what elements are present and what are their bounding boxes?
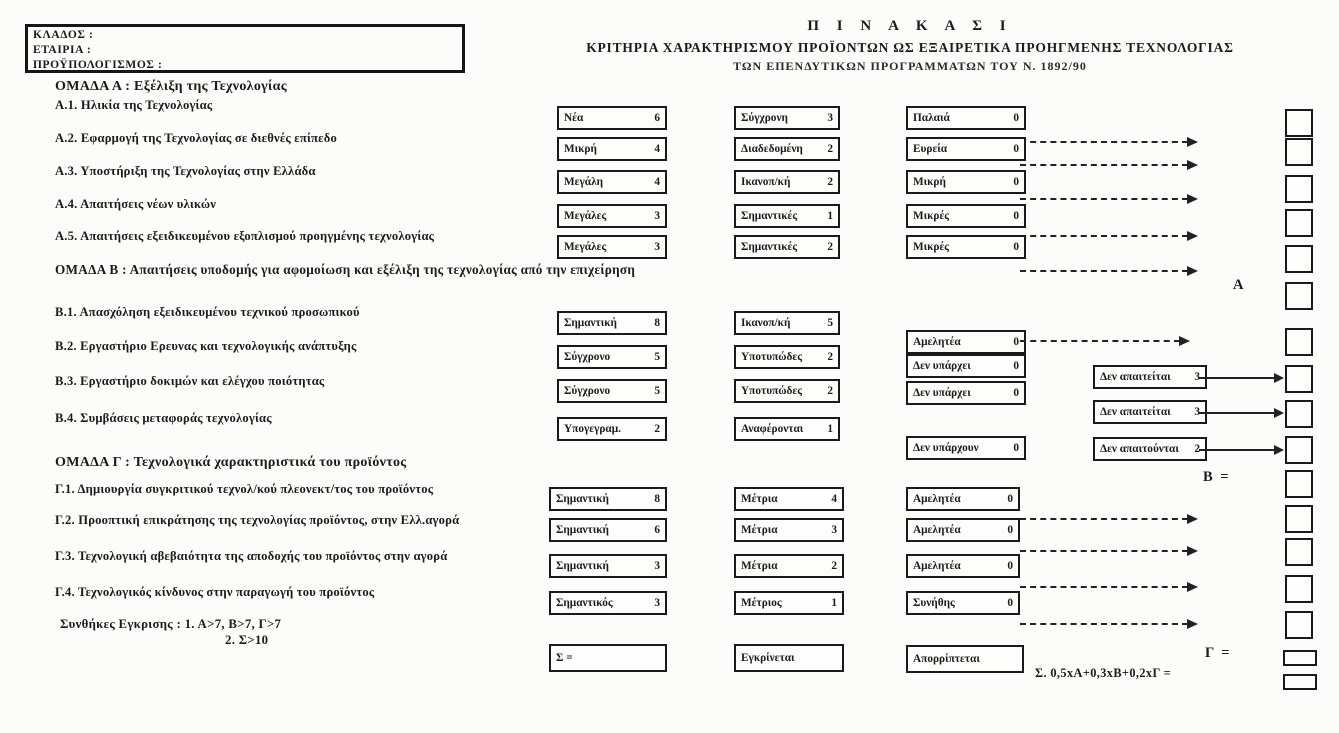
option-label: Μέτρια [741,493,778,505]
sum-result-box[interactable] [549,644,667,672]
approval-conditions-line1: Συνθήκες Εγκρισης : 1. Α>7, Β>7, Γ>7 [60,617,282,631]
score-box[interactable] [1285,245,1313,273]
criterion-c4-label: Γ.4. Τεχνολογικός κίνδυνος στην παραγωγή του προϊόντος [55,585,375,599]
option-label: Νέα [564,112,584,124]
criterion-a3-label: Α.3. Υποστήριξη της Τεχνολογίας στην Ελλάδα [55,164,316,178]
option-box [906,554,1020,578]
option-value: 3 [654,241,660,253]
option-label: Δεν απαιτείται [1100,406,1171,418]
option-label: Αμελητέα [913,493,961,505]
criterion-a1-label: Α.1. Ηλικία της Τεχνολογίας [55,98,213,112]
option-label: Σύγχρονο [564,385,611,397]
option-box [906,330,1026,354]
score-box[interactable] [1285,109,1313,137]
score-box[interactable] [1285,400,1313,428]
option-value: 8 [654,493,660,505]
criterion-b1-label: Β.1. Απασχόληση εξειδικευμένου τεχνικού προσωπικού [55,305,360,319]
option-box [734,345,840,369]
score-box[interactable] [1285,365,1313,393]
option-label: Μέτριος [741,597,782,609]
option-label: Αμελητέα [913,560,961,572]
score-box[interactable] [1285,209,1313,237]
option-label: Ικανοπ/κή [741,176,791,188]
option-box [734,170,840,194]
option-label: Δεν υπάρχουν [913,442,979,454]
option-box [906,518,1020,542]
option-box [557,417,667,441]
option-value: 1 [827,210,833,222]
option-label: Ευρεία [913,143,948,155]
option-value: 0 [1013,442,1019,454]
group-c-header: ΟΜΑΔΑ Γ : Τεχνολογικά χαρακτηριστικά του προϊόντος [55,455,407,470]
group-c-total-label: Γ = [1205,645,1232,661]
option-value: 2 [827,241,833,253]
company-info-box [25,24,465,73]
option-value: 0 [1013,241,1019,253]
option-label: Σημαντική [556,493,609,505]
page-subtitle: ΚΡΙΤΗΡΙΑ ΧΑΡΑΚΤΗΡΙΣΜΟΥ ΠΡΟΪΟΝΤΩΝ ΩΣ ΕΞΑΙΡΕΤΙΚΑ ΠΡΟΗΓΜΕΝΗΣ ΤΕΧΝΟΛΟΓΙΑΣ [586,40,1234,55]
option-value: 0 [1007,597,1013,609]
arrow-right-icon [1020,518,1188,520]
arrow-right-icon [1020,198,1188,200]
page-title: Π Ι Ν Α Κ Α Σ Ι [807,18,1013,34]
group-a-total-label: Α [1233,277,1246,293]
sum-label: Σ = [556,652,573,664]
score-box[interactable] [1285,611,1313,639]
criterion-b2-label: Β.2. Εργαστήριο Ερευνας και τεχνολογικής ανάπτυξης [55,339,357,353]
score-box[interactable] [1285,175,1313,203]
option-box [734,518,844,542]
option-box [906,106,1026,130]
option-value: 6 [654,524,660,536]
option-value: 0 [1013,143,1019,155]
option-value: 0 [1007,493,1013,505]
option-label: Ικανοπ/κή [741,317,791,329]
option-box [906,137,1026,161]
weighted-sum-box[interactable] [1283,674,1317,690]
option-value: 0 [1007,524,1013,536]
score-box[interactable] [1285,538,1313,566]
option-box [549,591,667,615]
approved-box [734,644,844,672]
approved-label: Εγκρίνεται [741,652,795,664]
arrow-right-icon [1020,550,1188,552]
option-value: 3 [1194,371,1200,383]
option-label: Διαδεδομένη [741,143,803,155]
option-label: Συνήθης [913,597,955,609]
option-value: 0 [1007,560,1013,572]
criterion-c2-label: Γ.2. Προοπτική επικράτησης της τεχνολογίας προϊόντος, στην Ελλ.αγορά [55,513,460,527]
option-box [557,379,667,403]
criterion-c3-label: Γ.3. Τεχνολογική αβεβαιότητα της αποδοχής του προϊόντος στην αγορά [55,549,448,563]
option-value: 2 [654,423,660,435]
arrow-right-icon [1199,377,1275,379]
option-label: Μικρές [913,241,950,253]
option-box [906,235,1026,259]
option-label: Μικρές [913,210,950,222]
arrow-right-icon [1020,164,1188,166]
option-label: Υποτυπώδες [741,385,802,397]
score-box[interactable] [1285,505,1313,533]
arrow-right-icon [1020,623,1188,625]
option-label: Σημαντική [556,560,609,572]
option-label: Δεν απαιτείται [1100,371,1171,383]
option-box [734,311,840,335]
option-value: 3 [827,112,833,124]
option-value: 2 [831,560,837,572]
option-label: Δεν απαιτούνται [1100,443,1179,455]
option-box [557,170,667,194]
option-label: Μικρή [564,143,597,155]
option-box [734,204,840,228]
option-value: 1 [827,423,833,435]
option-value: 4 [831,493,837,505]
option-label: Μέτρια [741,524,778,536]
approval-conditions-line2: 2. Σ>10 [225,633,269,647]
option-label: Σημαντικός [556,597,613,609]
option-box [557,311,667,335]
weighted-sum-formula: Σ. 0,5xΑ+0,3xΒ+0,2xΓ = [1035,666,1172,680]
option-box [734,417,840,441]
company-field-label: ΕΤΑΙΡΙΑ : [33,44,92,56]
criterion-a2-label: Α.2. Εφαρμογή της Τεχνολογίας σε διεθνές επίπεδο [55,131,337,145]
option-box [1093,365,1207,389]
option-value: 0 [1013,112,1019,124]
criterion-b4-label: Β.4. Συμβάσεις μεταφοράς τεχνολογίας [55,411,272,425]
sector-field-label: ΚΛΑΔΟΣ : [33,29,94,41]
option-box [906,487,1020,511]
option-value: 5 [654,351,660,363]
group-b-header: ΟΜΑΔΑ Β : Απαιτήσεις υποδομής για αφομοίωση και εξέλιξη της τεχνολογίας από την επιχείρηση [55,262,636,277]
arrow-right-icon [1199,412,1275,414]
rejected-label: Απορρίπτεται [913,653,980,665]
option-value: 0 [1013,176,1019,188]
option-value: 0 [1013,387,1019,399]
option-label: Μεγάλες [564,210,607,222]
option-label: Δεν υπάρχει [913,360,971,372]
option-value: 5 [654,385,660,397]
option-label: Σημαντική [556,524,609,536]
option-box [734,235,840,259]
option-box [906,381,1026,405]
option-value: 2 [827,385,833,397]
option-label: Υπογεγραμ. [564,423,621,435]
option-value: 3 [654,210,660,222]
option-label: Αμελητέα [913,336,961,348]
option-label: Σύγχρονο [564,351,611,363]
option-value: 4 [654,143,660,155]
option-label: Σύγχρονη [741,112,788,124]
option-box [734,137,840,161]
option-value: 2 [1194,443,1200,455]
option-box [1093,437,1207,461]
arrow-right-icon [1020,141,1188,143]
option-value: 1 [831,597,837,609]
budget-field-label: ΠΡΟΫΠΟΛΟΓΙΣΜΟΣ : [33,59,163,71]
group-a-total-box[interactable] [1285,282,1313,310]
option-value: 8 [654,317,660,329]
criterion-b3-label: Β.3. Εργαστήριο δοκιμών και ελέγχου ποιότητας [55,374,325,388]
arrow-right-icon [1199,449,1275,451]
option-box [906,204,1026,228]
option-value: 6 [654,112,660,124]
option-value: 2 [827,143,833,155]
score-box[interactable] [1285,138,1313,166]
option-box [906,170,1026,194]
criterion-a5-label: Α.5. Απαιτήσεις εξειδικευμένου εξοπλισμού προηγμένης τεχνολογίας [55,229,435,243]
option-label: Αναφέρονται [741,423,804,435]
criterion-a4-label: Α.4. Απαιτήσεις νέων υλικών [55,197,217,211]
group-a-header: ΟΜΑΔΑ Α : Εξέλιξη της Τεχνολογίας [55,79,287,94]
rejected-box [906,645,1024,673]
option-label: Μικρή [913,176,946,188]
option-value: 5 [827,317,833,329]
option-label: Παλαιά [913,112,950,124]
score-box[interactable] [1285,328,1313,356]
option-value: 4 [654,176,660,188]
option-value: 3 [1194,406,1200,418]
option-box [549,487,667,511]
option-value: 2 [827,351,833,363]
arrow-right-icon [1020,586,1188,588]
option-box [734,487,844,511]
option-box [557,106,667,130]
option-box [549,554,667,578]
option-label: Μεγάλη [564,176,604,188]
option-value: 3 [654,597,660,609]
option-box [557,204,667,228]
option-value: 0 [1013,360,1019,372]
option-value: 0 [1013,336,1019,348]
arrow-right-icon [1020,270,1188,272]
option-label: Σημαντική [564,317,617,329]
option-box [734,379,840,403]
score-box[interactable] [1285,575,1313,603]
score-box[interactable] [1285,436,1313,464]
option-label: Σημαντικές [741,241,798,253]
option-box [906,436,1026,460]
group-b-total-label: Β = [1203,469,1231,485]
option-value: 0 [1013,210,1019,222]
option-box [557,345,667,369]
option-box [906,591,1020,615]
arrow-right-icon [1020,340,1180,342]
criterion-c1-label: Γ.1. Δημιουργία συγκριτικού τεχνολ/κού πλεονεκτ/τος του προϊόντος [55,482,434,496]
option-value: 3 [831,524,837,536]
arrow-right-icon [1020,235,1188,237]
option-box [906,354,1026,378]
option-box [1093,400,1207,424]
option-box [734,106,840,130]
option-box [549,518,667,542]
option-box [557,137,667,161]
group-c-total-box[interactable] [1283,650,1317,666]
option-box [734,591,844,615]
option-box [734,554,844,578]
option-value: 3 [654,560,660,572]
option-label: Αμελητέα [913,524,961,536]
option-label: Σημαντικές [741,210,798,222]
option-label: Μέτρια [741,560,778,572]
option-label: Μεγάλες [564,241,607,253]
group-b-total-box[interactable] [1285,470,1313,498]
page-subtitle-law: ΤΩΝ ΕΠΕΝΔΥΤΙΚΩΝ ΠΡΟΓΡΑΜΜΑΤΩΝ ΤΟΥ Ν. 1892/90 [733,59,1087,73]
option-label: Δεν υπάρχει [913,387,971,399]
option-value: 2 [827,176,833,188]
option-box [557,235,667,259]
option-label: Υποτυπώδες [741,351,802,363]
